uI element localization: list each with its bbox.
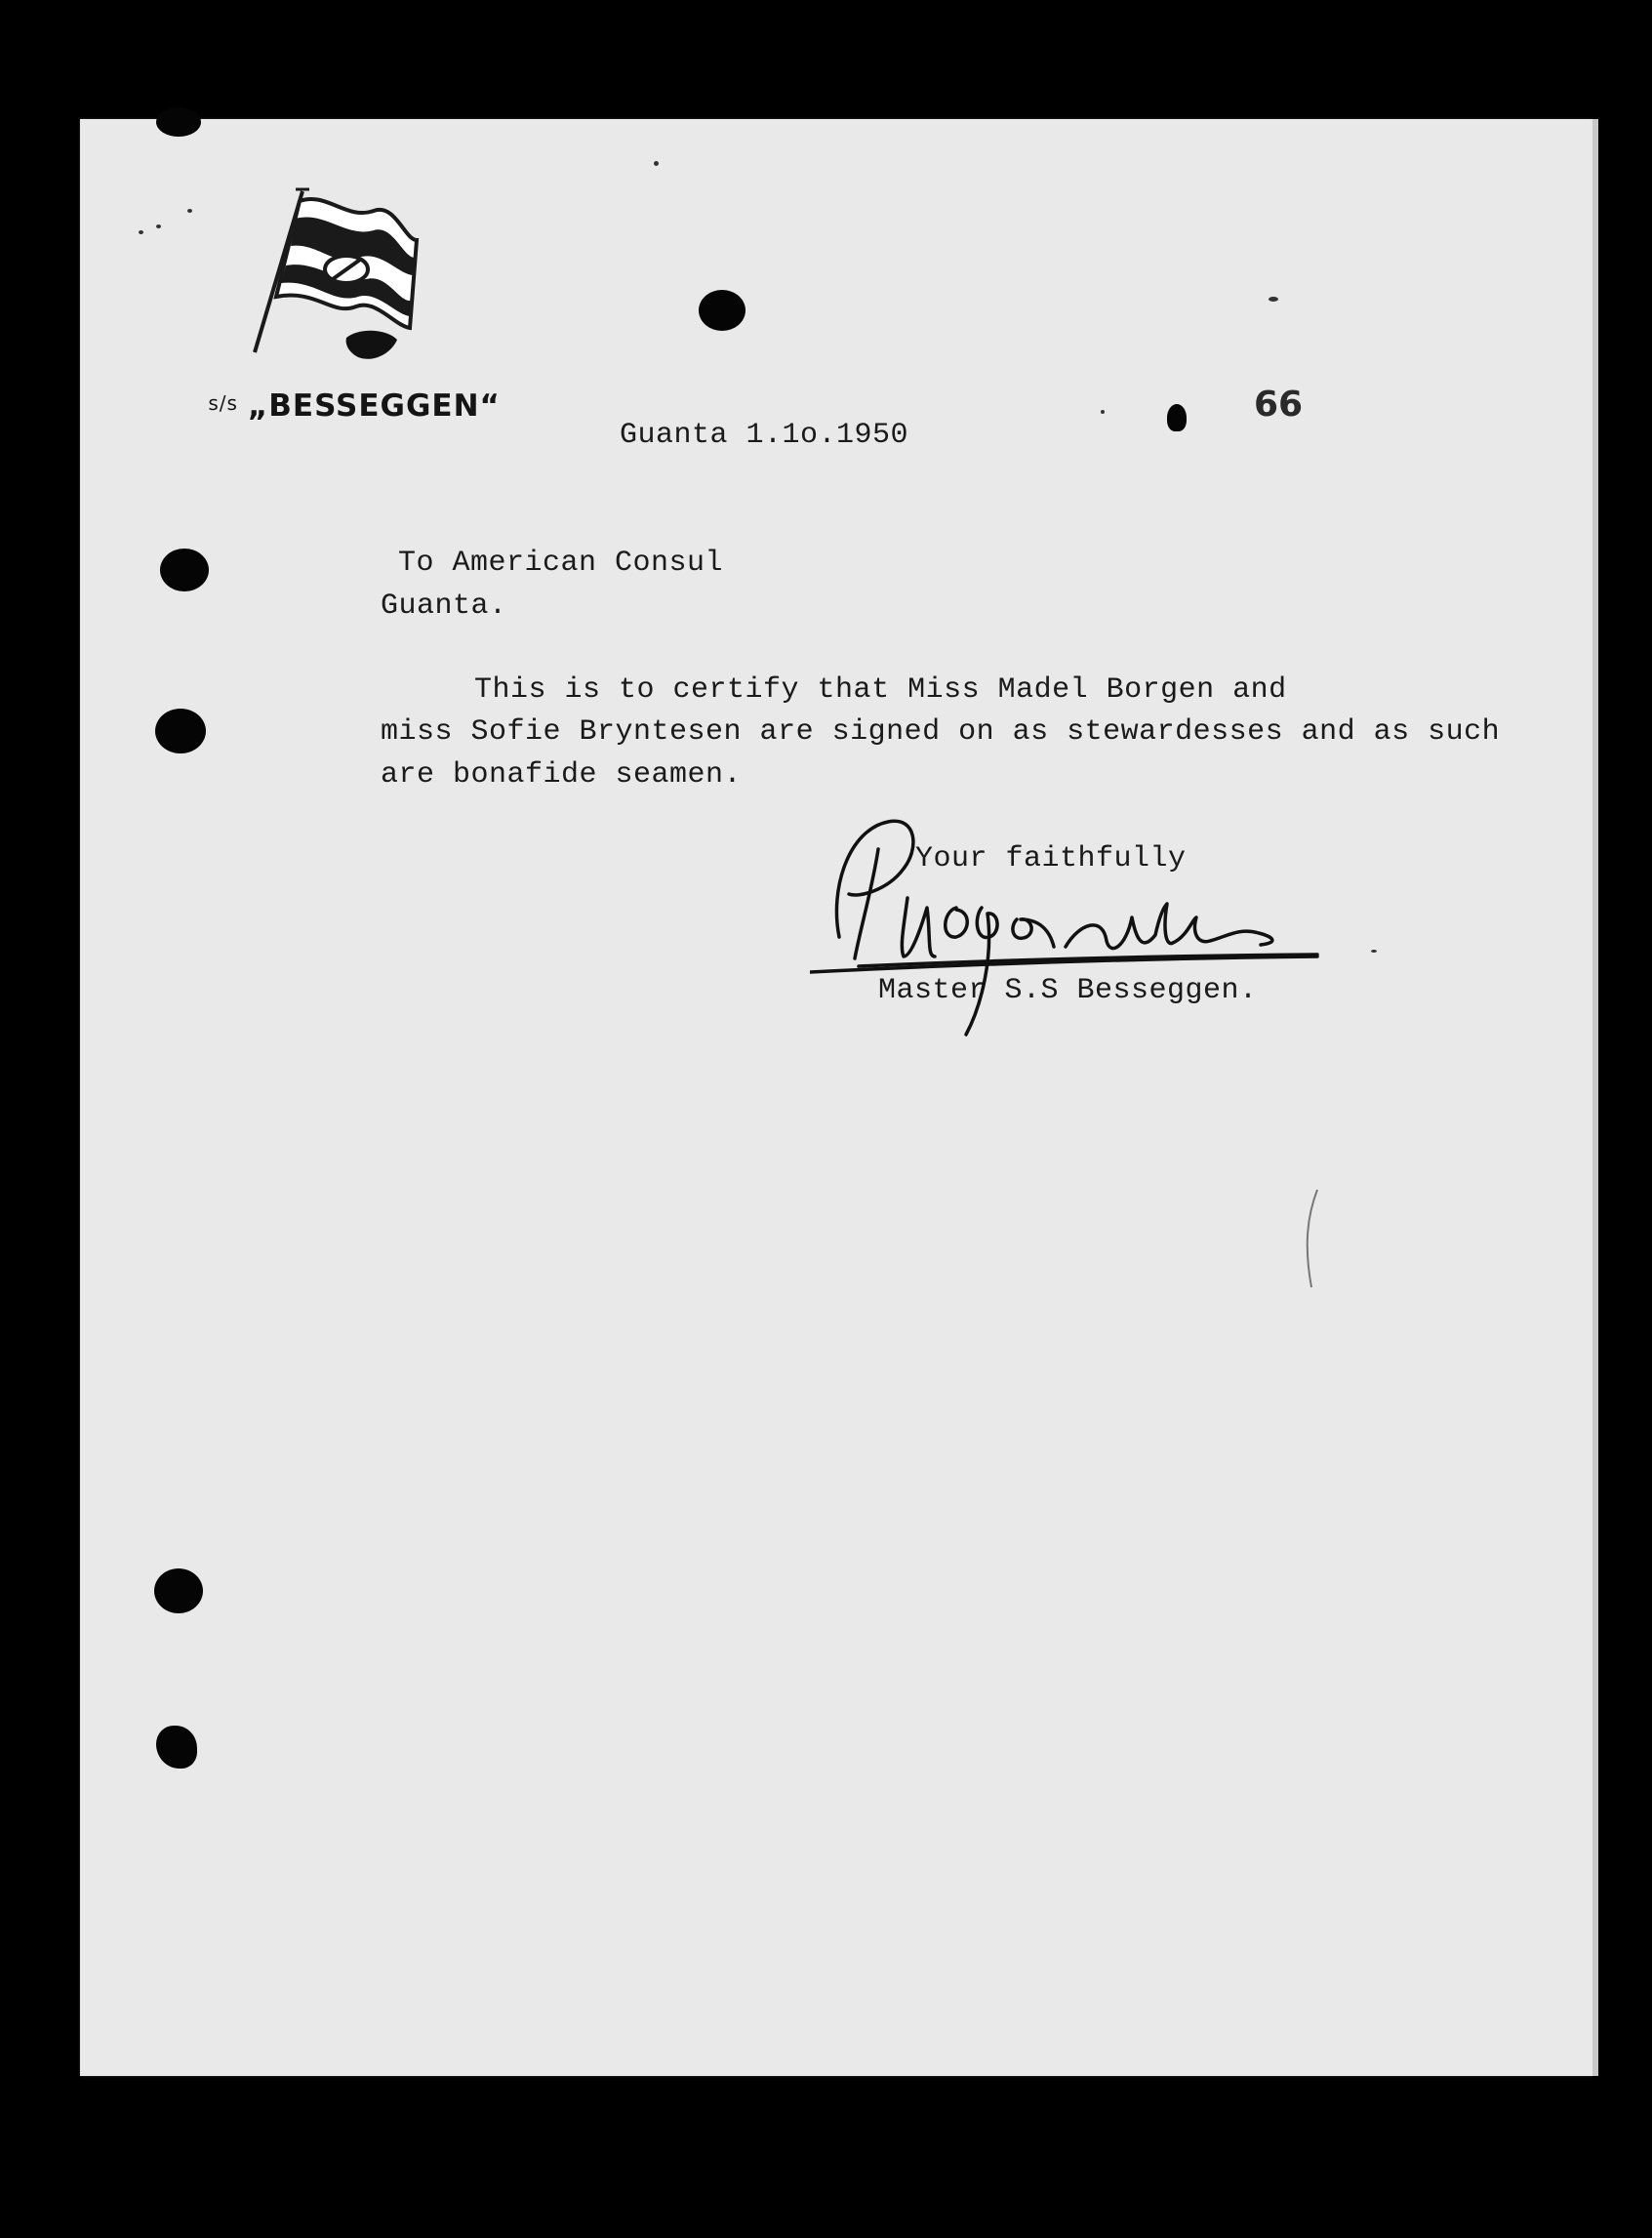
sheet-edge [1592,119,1598,2076]
body-line: are bonafide seamen. [381,758,743,792]
speck [156,224,161,228]
recipient-line: To American Consul [398,547,724,580]
letterhead [188,376,501,437]
speck [1371,950,1377,953]
signatory: Master S.S Besseggen. [878,974,1258,1007]
speck [1269,297,1278,302]
vessel-prefix: s/s [208,391,238,415]
punch-hole [699,290,745,331]
speck [187,209,192,213]
waving-flag-icon [249,182,424,367]
punch-hole [160,549,209,591]
speck [139,230,143,234]
pencil-mark [1298,1186,1327,1293]
recipient-line: Guanta. [381,590,507,623]
ship-name: „BESSEGGEN“ [247,388,501,424]
ink-blot [1167,404,1187,431]
place-date: Guanta 1.1o.1950 [620,419,909,452]
handwritten-signature [810,810,1356,1054]
punch-hole [155,709,206,753]
punch-hole [156,107,201,137]
closing: Your faithfully [915,842,1187,875]
page-number: 66 [1254,385,1304,425]
punch-hole [154,1568,203,1613]
body-line: This is to certify that Miss Madel Borgen and [474,673,1287,707]
body-line: miss Sofie Bryntesen are signed on as stewardesses and as such [381,715,1501,749]
speck [1101,410,1105,414]
speck [654,161,659,166]
